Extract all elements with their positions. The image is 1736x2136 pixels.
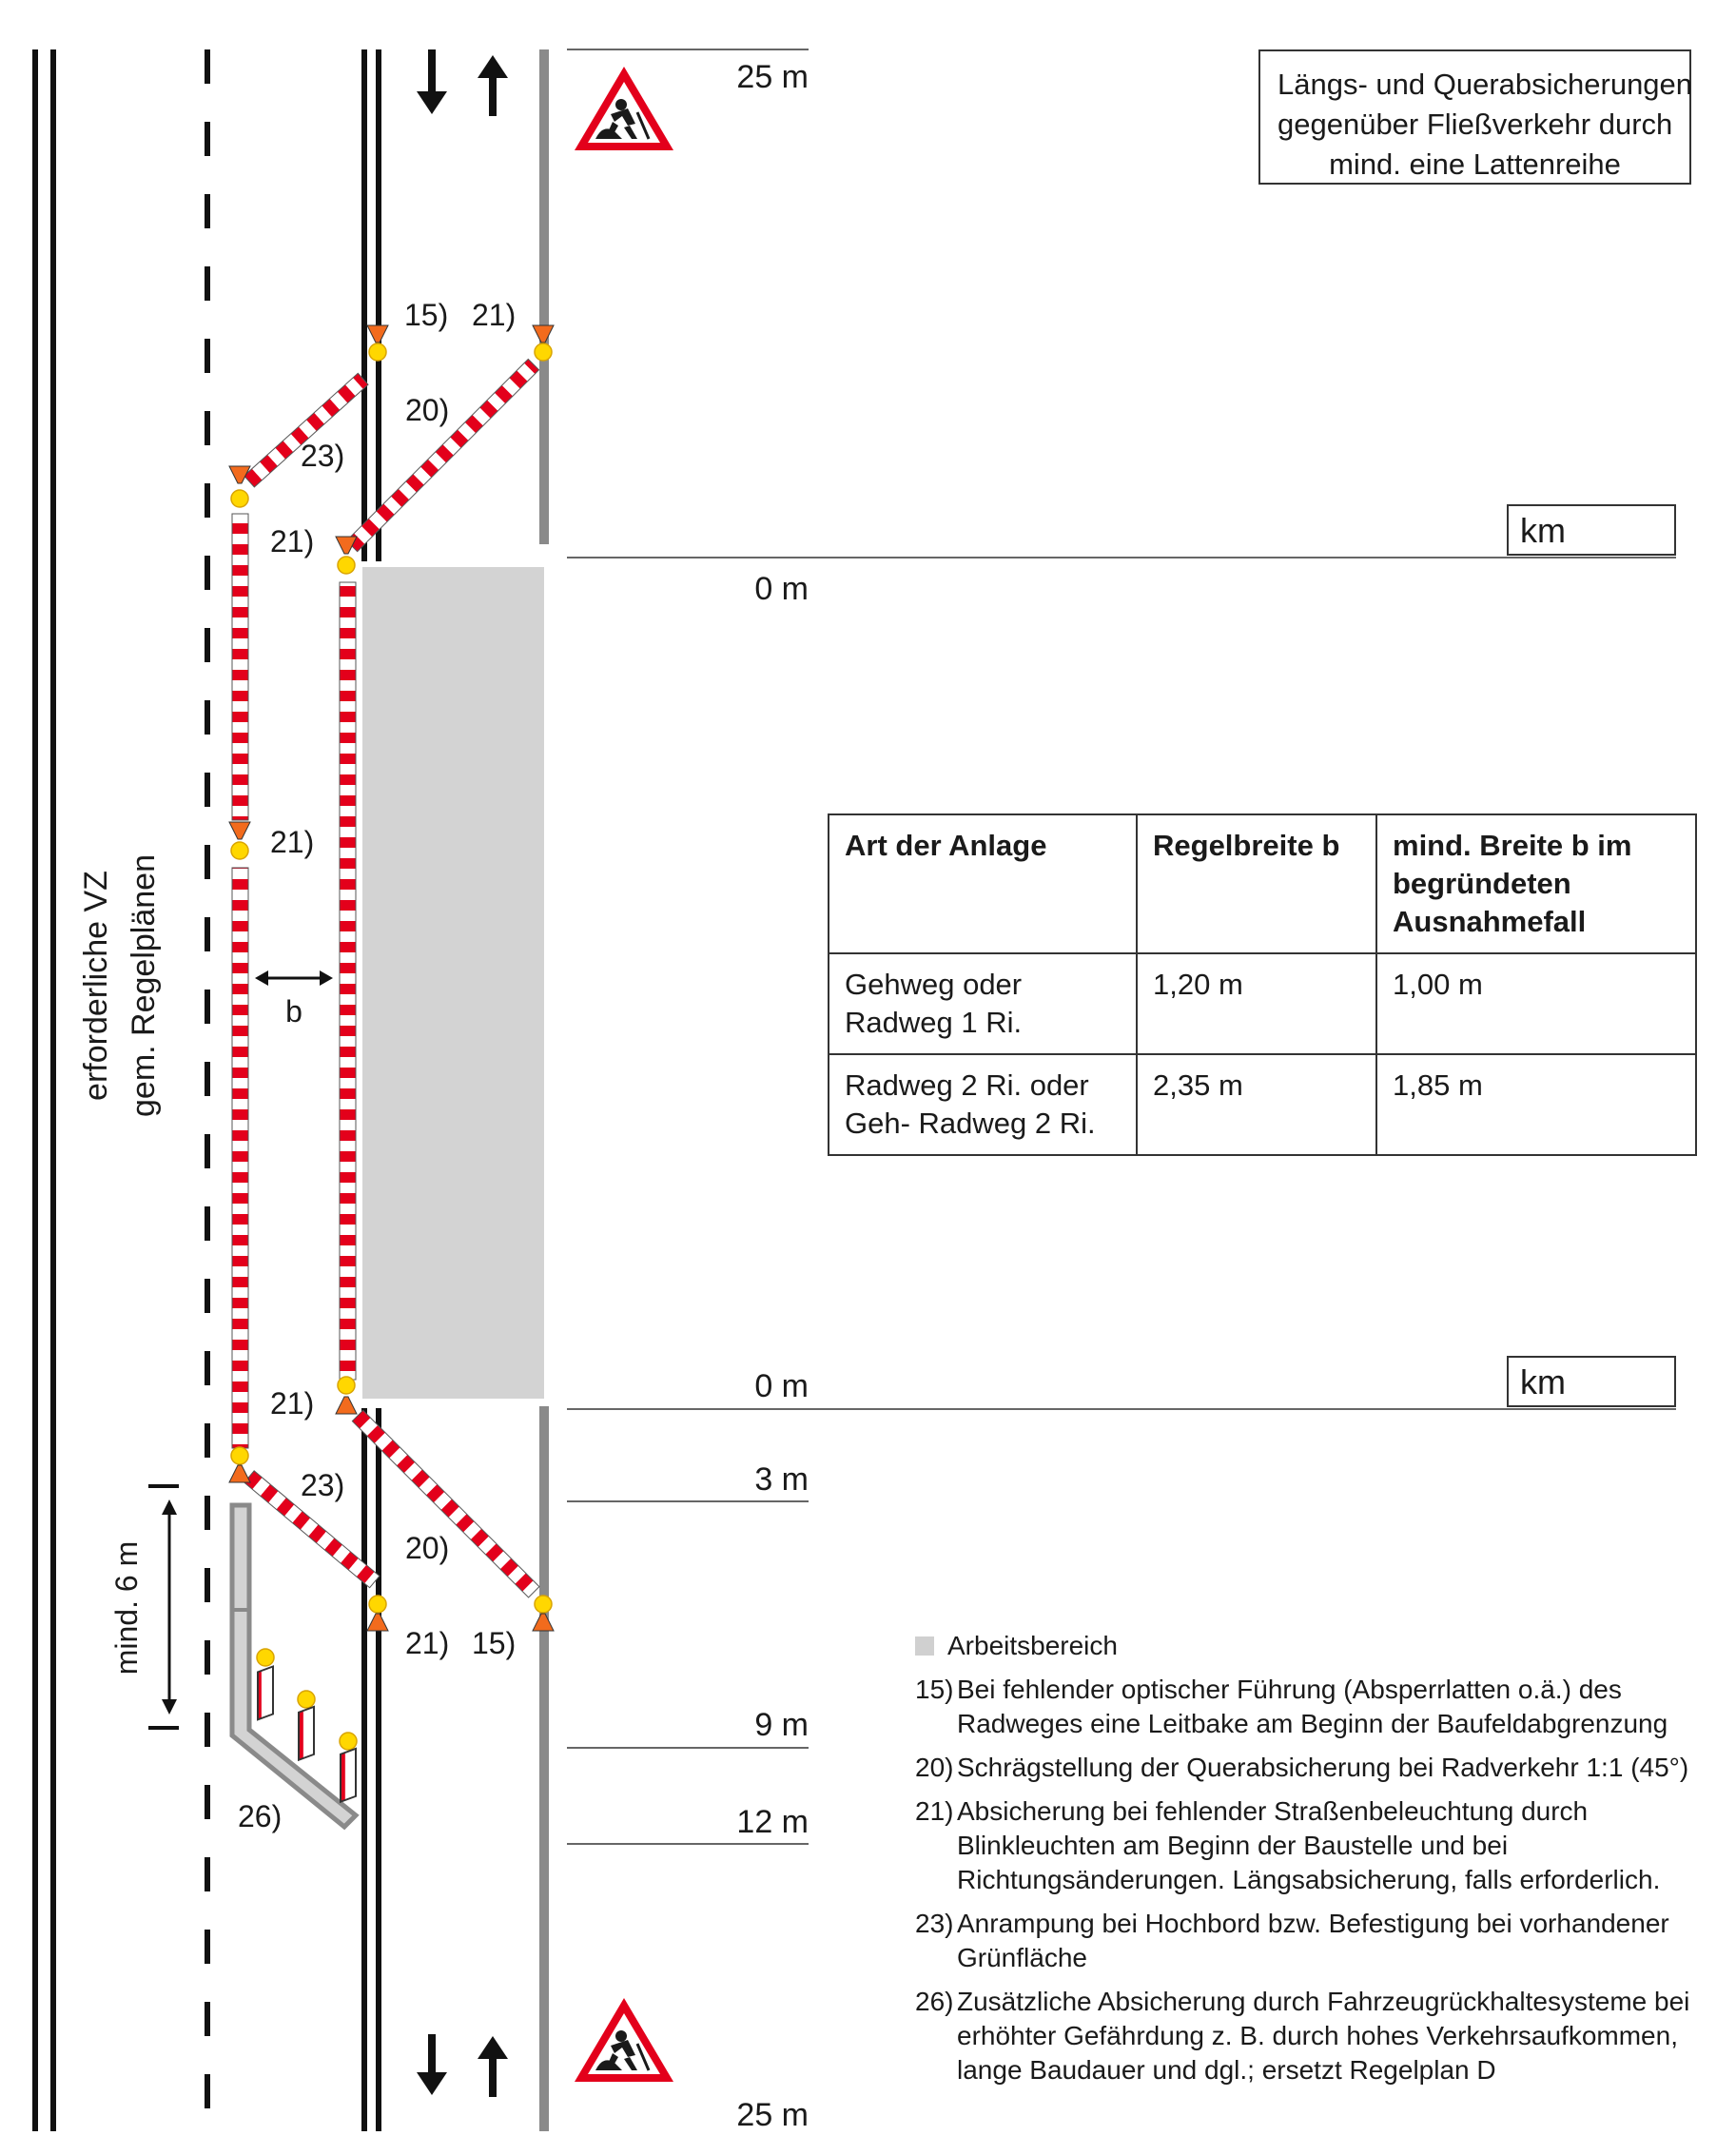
dimension-label: mind. 6 m [109, 1540, 144, 1675]
side-label-line2: gem. Regelplänen [126, 854, 162, 1117]
lamp-icon [231, 1447, 248, 1464]
barrier-left-upper [232, 514, 248, 820]
legend-item [915, 1985, 1714, 2087]
info-box-line1: Längs- und Querabsicherungen [1278, 68, 1693, 101]
table-cell: 1,85 m [1376, 1054, 1696, 1155]
legend-work-area-label: Arbeitsbereich [947, 1631, 1118, 1660]
legend-item-text: Absicherung bei fehlender Straßenbeleuchtung durch [957, 1796, 1589, 1826]
lamp-icon [231, 842, 248, 859]
lamp-icon [231, 490, 248, 507]
lamp-icon [257, 1649, 274, 1666]
ref-20-top: 20) [405, 393, 450, 427]
cone-icon [229, 1465, 250, 1482]
beacon-icon [341, 1749, 356, 1802]
ref-21-left-top: 21) [270, 524, 315, 558]
lamp-icon [338, 557, 355, 574]
legend-item [915, 1907, 1714, 1975]
distance-twelve: 12 m [736, 1804, 809, 1840]
table-cell: 1,00 m [1376, 953, 1696, 1054]
width-table [828, 813, 1697, 1156]
cone-icon [533, 1614, 554, 1631]
table-row [829, 953, 1696, 1054]
legend-item-num: 20) [915, 1753, 954, 1782]
arrow-up-top [478, 55, 508, 116]
cone-icon [533, 325, 554, 343]
distance-top: 25 m [736, 59, 809, 95]
table-cell: Radweg 2 Ri. oder Geh- Radweg 2 Ri. [829, 1054, 1137, 1155]
lamp-icon [535, 1596, 552, 1613]
legend-item [915, 1751, 1714, 1785]
cone-icon [229, 822, 250, 839]
km-box-upper: km [1507, 504, 1676, 556]
ref-21-mid: 21) [270, 825, 315, 859]
arrow-down-top [417, 49, 447, 114]
cone-icon [336, 1397, 357, 1414]
work-area [362, 567, 544, 1399]
legend-item-num: 15) [915, 1675, 954, 1704]
legend-item-text: Schrägstellung der Querabsicherung bei Radverkehr 1:1 (45°) [957, 1753, 1689, 1782]
cone-icon [367, 1614, 388, 1631]
table-row [829, 1054, 1696, 1155]
beacon-icon [299, 1707, 314, 1760]
info-box-line3: mind. eine Lattenreihe [1329, 147, 1621, 181]
distance-zero-lower: 0 m [754, 1368, 809, 1404]
legend [915, 1629, 1714, 2097]
lamp-icon [369, 343, 386, 361]
barrier-work-area [340, 582, 356, 1380]
side-label-line1: erforderliche VZ [78, 871, 114, 1101]
ref-23-bottom: 23) [301, 1468, 345, 1502]
lamp-icon [298, 1691, 315, 1708]
legend-item [915, 1794, 1714, 1897]
legend-item-num: 23) [915, 1909, 954, 1938]
legend-item-num: 21) [915, 1796, 954, 1826]
legend-item-text: Grünfläche [957, 1943, 1087, 1972]
legend-item-text: Anrampung bei Hochbord bzw. Befestigung bei vorhandener [957, 1909, 1669, 1938]
distance-three: 3 m [754, 1461, 809, 1498]
ref-20-bottom: 20) [405, 1531, 450, 1565]
barrier-left-lower [232, 868, 248, 1448]
roadwork-sign-top-icon [575, 67, 673, 150]
table-header: mind. Breite b im begründeten Ausnahmefall [1376, 814, 1696, 953]
legend-item-text: lange Baudauer und dgl.; ersetzt Regelplan D [957, 2055, 1496, 2085]
legend-item-text: Zusätzliche Absicherung durch Fahrzeugrückhaltesysteme bei [957, 1987, 1690, 2016]
ref-21-bottom: 21) [405, 1626, 450, 1660]
width-label: b [285, 994, 302, 1029]
lamp-icon [535, 343, 552, 361]
ref-21-left-bottom: 21) [270, 1386, 315, 1421]
cone-icon [367, 325, 388, 343]
info-box-line2: gegenüber Fließverkehr durch [1278, 108, 1673, 141]
table-header: Art der Anlage [829, 814, 1137, 953]
legend-item-text: Blinkleuchten am Beginn der Baustelle und bei [957, 1831, 1509, 1860]
lamp-icon [338, 1377, 355, 1394]
beacon-icon [258, 1667, 273, 1720]
legend-work-area [915, 1629, 1714, 1663]
legend-item-text: erhöhter Gefährdung z. B. durch hohes Verkehrsaufkommen, [957, 2021, 1678, 2050]
diagonal-barrier-20-top [346, 359, 538, 551]
distance-bottom: 25 m [736, 2097, 809, 2133]
legend-item-text: Richtungsänderungen. Längsabsicherung, falls erforderlich. [957, 1865, 1661, 1894]
table-cell: 1,20 m [1137, 953, 1376, 1054]
ref-26: 26) [238, 1799, 283, 1833]
work-area-swatch [915, 1636, 934, 1656]
lamp-icon [340, 1733, 357, 1750]
distance-nine: 9 m [754, 1707, 809, 1743]
arrow-down-bottom [417, 2034, 447, 2095]
arrow-up-bottom [478, 2036, 508, 2097]
table-cell: Gehweg oder Radweg 1 Ri. [829, 953, 1137, 1054]
ref-23-top: 23) [301, 439, 345, 473]
roadwork-sign-bottom-icon [575, 1998, 673, 2082]
ref-21-top: 21) [472, 298, 517, 332]
km-box-lower: km [1507, 1356, 1676, 1407]
dimension-6m [148, 1486, 179, 1728]
ref-15-top: 15) [404, 298, 449, 332]
legend-item [915, 1673, 1714, 1741]
legend-item-num: 26) [915, 1987, 954, 2016]
info-box [1258, 49, 1691, 185]
table-header: Regelbreite b [1137, 814, 1376, 953]
width-arrow [255, 970, 333, 986]
table-header-row [829, 814, 1696, 953]
ref-15-bottom: 15) [472, 1626, 517, 1660]
legend-item-text: Radweges eine Leitbake am Beginn der Baufeldabgrenzung [957, 1709, 1668, 1738]
lamp-icon [369, 1596, 386, 1613]
table-cell: 2,35 m [1137, 1054, 1376, 1155]
distance-zero-upper: 0 m [754, 571, 809, 607]
legend-item-text: Bei fehlender optischer Führung (Absperrlatten o.ä.) des [957, 1675, 1622, 1704]
